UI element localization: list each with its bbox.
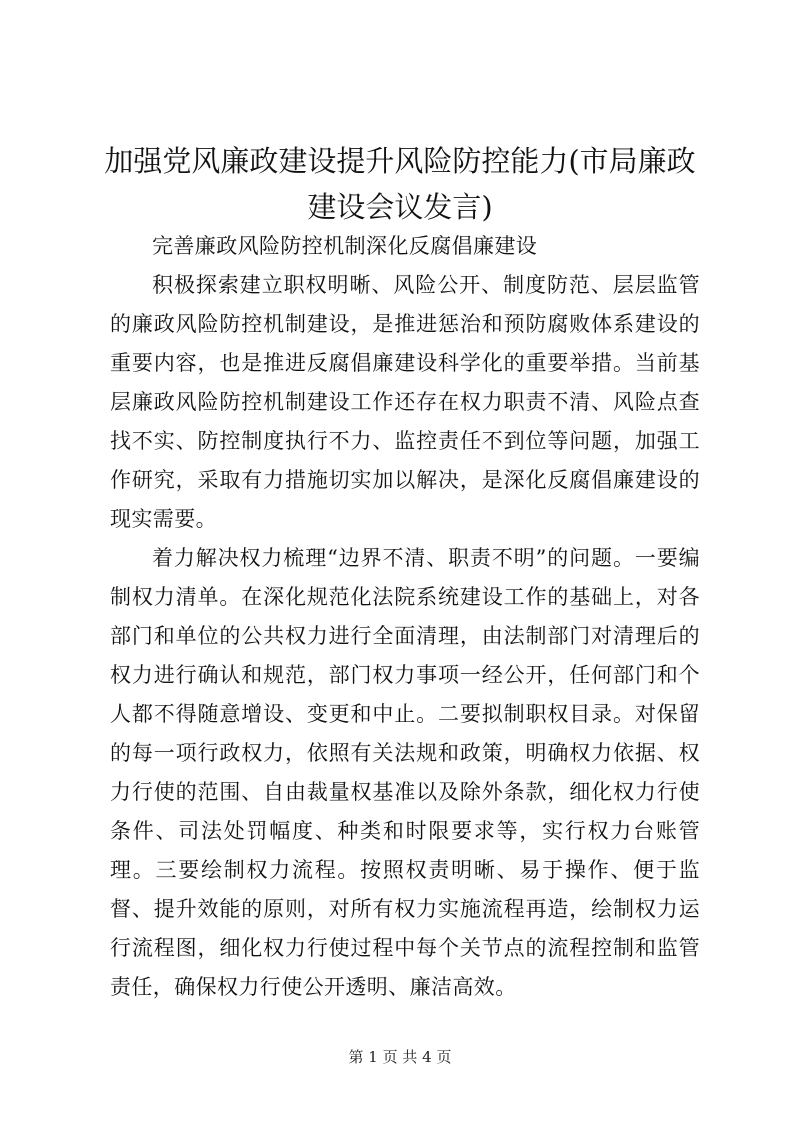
document-subtitle: 完善廉政风险防控机制深化反腐倡廉建设 xyxy=(152,234,538,258)
paragraph-2: 着力解决权力梳理“边界不清、职责不明”的问题。一要编制权力清单。在深化规范化法院系统建设工作的基础上，对各部门和单位的公共权力进行全面清理，由法制部门对清理后的权力进行确认和规范，部门权力事项一经公开，任何部门和个人都不得随意增设、变更和中止。二要拟制职权目录。对保留的每一项行政权力，依照有关法规和政策，明确权力依据、权力行使的范围、自由裁量权基准以及除外条款，细化权力行使条件、司法处罚幅度、种类和时限要求等，实行权力台账管理。三要绘制权力流程。按照权责明晰、易于操作、便于监督、提升效能的原则，对所有权力实施流程再造，绘制权力运行流程图，细化权力行使过程中每个关节点的流程控制和监管责任，确保权力行使公开透明、廉洁高效。 xyxy=(110,546,700,999)
paragraph-1: 积极探索建立职权明晰、风险公开、制度防范、层层监管的廉政风险防控机制建设，是推进惩治和预防腐败体系建设的重要内容，也是推进反腐倡廉建设科学化的重要举措。当前基层廉政风险防控机制建设工作还存在权力职责不清、风险点查找不实、防控制度执行不力、监控责任不到位等问题，加强工作研究，采取有力措施切实加以解决，是深化反腐倡廉建设的现实需要。 xyxy=(110,273,700,531)
document-title: 加强党风廉政建设提升风险防控能力(市局廉政建设会议发言) xyxy=(104,144,696,224)
page-footer: 第 1 页 共 4 页 xyxy=(348,1048,452,1066)
document-body xyxy=(110,227,700,1007)
